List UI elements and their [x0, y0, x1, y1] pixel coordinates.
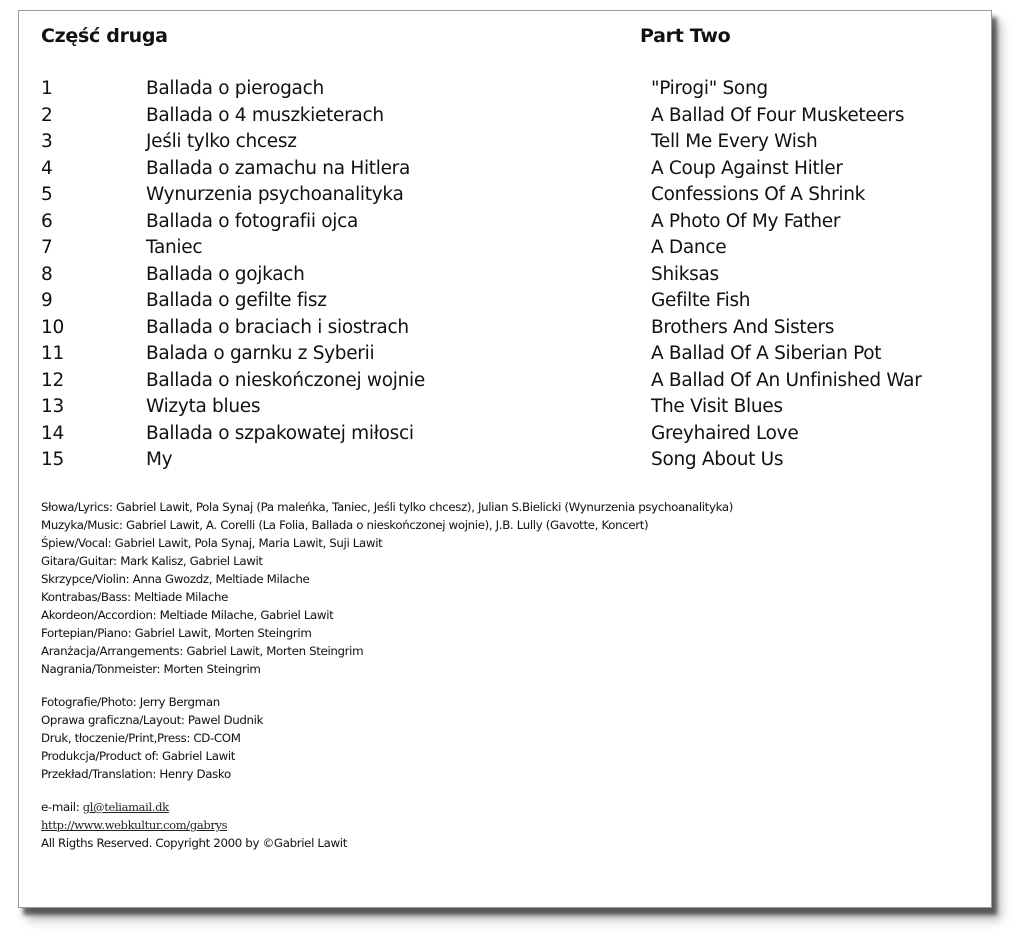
track-title-polish: Ballada o braciach i siostrach	[146, 316, 409, 338]
email-link[interactable]: gl@teliamail.dk	[82, 800, 169, 814]
spacer	[41, 678, 986, 693]
track-title-polish: Wizyta blues	[146, 396, 261, 417]
track-title-polish: Balada o garnku z Syberii	[146, 343, 375, 364]
credit-line-tonmeister: Nagrania/Tonmeister: Morten Steingrim	[41, 662, 261, 676]
heading-polish: Część druga	[41, 25, 168, 47]
track-title-english: A Coup Against Hitler	[651, 157, 843, 179]
credit-line-vocal: Śpiew/Vocal: Gabriel Lawit, Pola Synaj, Maria Lawit, Suji Lawit	[41, 536, 383, 550]
credit-line-accordion: Akordeon/Accordion: Meltiade Milache, Gabriel Lawit	[41, 608, 334, 622]
website-link[interactable]: http://www.webkultur.com/gabrys	[41, 818, 228, 832]
credit-line-lyrics: Słowa/Lyrics: Gabriel Lawit, Pola Synaj (Pa maleńka, Taniec, Jeśli tylko chcesz), Julian S.Bielicki (Wynurzenia psychoanalityka)	[41, 500, 733, 514]
track-number: 9	[41, 290, 53, 311]
track-number: 15	[41, 449, 64, 470]
track-number: 4	[41, 157, 53, 179]
track-title-english: Confessions Of A Shrink	[651, 184, 866, 205]
spacer	[41, 783, 986, 798]
track-title-english: "Pirogi" Song	[651, 78, 768, 99]
track-row	[19, 341, 991, 368]
cd-booklet-page	[18, 10, 992, 908]
track-number: 13	[41, 396, 64, 417]
credit-line-translation: Przekład/Translation: Henry Dasko	[41, 767, 231, 781]
credits-block	[41, 498, 986, 852]
track-title-polish: Jeśli tylko chcesz	[146, 131, 297, 152]
url-line	[41, 816, 986, 834]
track-title-polish: Ballada o pierogach	[146, 78, 324, 99]
credit-line-arrangements: Aranżacja/Arrangements: Gabriel Lawit, Morten Steingrim	[41, 644, 364, 658]
track-title-polish: Ballada o gefilte fisz	[146, 290, 327, 311]
track-title-english: Tell Me Every Wish	[651, 131, 818, 152]
track-row	[19, 288, 991, 315]
track-row	[19, 262, 991, 289]
track-title-polish: Taniec	[146, 237, 203, 258]
credit-line-layout: Oprawa graficzna/Layout: Pawel Dudnik	[41, 713, 264, 727]
track-title-english: The Visit Blues	[651, 396, 783, 417]
credit-line-print: Druk, tłoczenie/Print,Press: CD-COM	[41, 731, 241, 745]
credit-line-piano: Fortepian/Piano: Gabriel Lawit, Morten Steingrim	[41, 626, 312, 640]
copyright-line: All Rigths Reserved. Copyright 2000 by ©Gabriel Lawit	[41, 836, 347, 850]
track-title-english: Shiksas	[651, 263, 719, 285]
track-number: 5	[41, 184, 53, 205]
track-title-english: Greyhaired Love	[651, 422, 799, 444]
track-title-polish: Ballada o zamachu na Hitlera	[146, 157, 411, 179]
email-label: e-mail:	[41, 800, 80, 814]
track-number: 3	[41, 131, 53, 152]
track-row	[19, 421, 991, 448]
track-number: 7	[41, 237, 53, 258]
track-title-english: A Ballad Of Four Musketeers	[651, 104, 905, 126]
track-title-polish: Ballada o szpakowatej miłosci	[146, 422, 414, 444]
track-number: 8	[41, 263, 53, 285]
track-title-english: Gefilte Fish	[651, 290, 751, 311]
track-title-english: A Ballad Of A Siberian Pot	[651, 343, 882, 364]
track-list	[19, 76, 991, 474]
track-title-polish: Ballada o fotografii ojca	[146, 210, 359, 232]
credit-line-photo: Fotografie/Photo: Jerry Bergman	[41, 695, 220, 709]
track-row	[19, 103, 991, 130]
heading-english: Part Two	[640, 25, 731, 47]
track-number: 12	[41, 369, 64, 391]
track-row	[19, 394, 991, 421]
credit-line-bass: Kontrabas/Bass: Meltiade Milache	[41, 590, 229, 604]
track-title-english: A Dance	[651, 237, 727, 258]
track-title-english: Brothers And Sisters	[651, 316, 835, 338]
track-number: 10	[41, 316, 64, 338]
track-title-polish: Ballada o gojkach	[146, 263, 305, 285]
credit-line-music: Muzyka/Music: Gabriel Lawit, A. Corelli (La Folia, Ballada o nieskończonej wojnie), J.B. Lully (Gavotte, Koncert)	[41, 518, 649, 532]
credit-line-guitar: Gitara/Guitar: Mark Kalisz, Gabriel Lawit	[41, 554, 263, 568]
credit-line-violin: Skrzypce/Violin: Anna Gwozdz, Meltiade Milache	[41, 572, 310, 586]
track-title-polish: Ballada o nieskończonej wojnie	[146, 369, 425, 391]
track-row	[19, 156, 991, 183]
track-row	[19, 129, 991, 156]
track-row	[19, 76, 991, 103]
track-number: 6	[41, 210, 53, 232]
track-row	[19, 235, 991, 262]
track-row	[19, 368, 991, 395]
track-number: 14	[41, 422, 64, 444]
track-number: 2	[41, 104, 53, 126]
track-title-polish: Ballada o 4 muszkieterach	[146, 104, 384, 126]
credit-line-producer: Produkcja/Product of: Gabriel Lawit	[41, 749, 236, 763]
email-line	[41, 798, 986, 816]
track-title-english: A Photo Of My Father	[651, 210, 841, 232]
track-number: 1	[41, 78, 53, 99]
track-row	[19, 182, 991, 209]
track-title-english: Song About Us	[651, 449, 784, 470]
track-title-polish: My	[146, 449, 173, 470]
track-title-english: A Ballad Of An Unfinished War	[651, 369, 922, 391]
track-row	[19, 209, 991, 236]
track-title-polish: Wynurzenia psychoanalityka	[146, 184, 404, 205]
track-row	[19, 447, 991, 474]
track-number: 11	[41, 343, 64, 364]
track-row	[19, 315, 991, 342]
